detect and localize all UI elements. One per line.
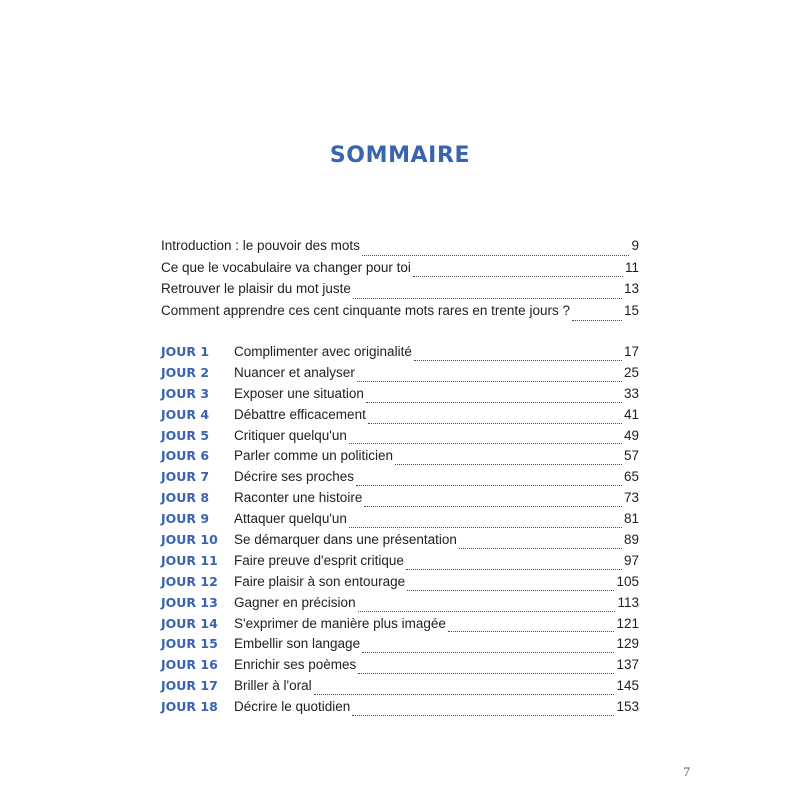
day-label: JOUR 11 [161, 552, 218, 568]
toc-entry-label: Complimenter avec originalité [234, 344, 412, 359]
toc-day-entry[interactable] [161, 386, 639, 407]
dot-leader [406, 569, 622, 570]
day-label: JOUR 4 [161, 406, 210, 422]
dot-leader [349, 527, 622, 528]
toc-entry-label: Attaquer quelqu'un [234, 511, 347, 527]
day-label: JOUR 10 [161, 532, 218, 548]
day-label: JOUR 6 [161, 448, 210, 464]
toc-entry-label: Critiquer quelqu'un [234, 427, 347, 443]
toc-day-entry[interactable] [161, 532, 639, 553]
toc-day-entry[interactable] [161, 511, 639, 532]
toc-day-entry[interactable] [161, 699, 639, 720]
day-label: JOUR 14 [161, 615, 218, 631]
toc-entry-page: 57 [623, 448, 639, 464]
day-label: JOUR 2 [161, 364, 210, 380]
toc-entry-label: Parler comme un politicien [234, 448, 394, 464]
dot-leader [362, 255, 630, 256]
day-label: JOUR 17 [161, 678, 218, 694]
toc-entry-page: 65 [623, 469, 639, 485]
toc-entry-page: 73 [623, 490, 639, 506]
page-title: SOMMAIRE [329, 143, 471, 168]
toc-day-entry[interactable] [161, 636, 639, 657]
toc-entry-label: Décrire ses proches [234, 469, 355, 485]
dot-leader [368, 423, 622, 424]
toc-entry-page: 11 [624, 259, 639, 275]
toc-entry-label: Embellir son langage [234, 636, 361, 652]
toc-day-entry[interactable] [161, 657, 639, 678]
toc-day-entry[interactable] [161, 553, 639, 574]
dot-leader [314, 694, 615, 695]
toc-entry-page: 105 [616, 573, 639, 589]
toc-entry-page: 153 [616, 699, 639, 715]
toc-entry-label: Faire plaisir à son entourage [234, 573, 406, 589]
toc-entry-label: Se démarquer dans une présentation [234, 532, 457, 548]
day-label: JOUR 9 [161, 511, 210, 527]
day-label: JOUR 1 [161, 344, 210, 359]
dot-leader [407, 590, 614, 591]
toc-day-entry[interactable] [161, 428, 639, 449]
day-label: JOUR 18 [161, 699, 218, 715]
toc-day-entry[interactable] [161, 469, 639, 490]
toc-entry-label: Décrire le quotidien [234, 699, 351, 715]
toc-entry-label: S'exprimer de manière plus imagée [234, 615, 446, 631]
toc-day-entry[interactable] [161, 448, 639, 469]
toc-entry-label: Retrouver le plaisir du mot juste [161, 281, 351, 297]
toc-entry-label: Raconter une histoire [234, 490, 363, 506]
dot-leader [358, 673, 614, 674]
toc-entry-page: 49 [623, 427, 639, 443]
toc-entry-page: 81 [623, 511, 639, 527]
toc-entry[interactable] [161, 281, 639, 303]
toc-entry[interactable] [161, 260, 639, 282]
toc-entry-label: Faire preuve d'esprit critique [234, 552, 404, 568]
toc-entry-page: 41 [623, 406, 639, 422]
dot-leader [349, 443, 622, 444]
day-label: JOUR 15 [161, 636, 218, 652]
toc-entry-page: 9 [631, 238, 639, 253]
intro-toc-list [161, 238, 639, 325]
toc-day-entry[interactable] [161, 365, 639, 386]
toc-day-entry[interactable] [161, 595, 639, 616]
day-label: JOUR 5 [161, 427, 210, 443]
toc-day-entry[interactable] [161, 490, 639, 511]
toc-day-entry[interactable] [161, 616, 639, 637]
toc-day-entry[interactable] [161, 678, 639, 699]
toc-entry-page: 145 [616, 678, 639, 694]
dot-leader [364, 506, 622, 507]
toc-entry-label: Enrichir ses poèmes [234, 657, 357, 673]
dot-leader [459, 548, 622, 549]
toc-day-entry[interactable] [161, 407, 639, 428]
dot-leader [395, 464, 622, 465]
page-number: 7 [683, 764, 690, 779]
toc-entry[interactable] [161, 238, 639, 260]
dot-leader [357, 381, 622, 382]
toc-entry-label: Briller à l'oral [234, 678, 312, 694]
toc-entry-page: 129 [616, 636, 639, 652]
toc-entry-label: Nuancer et analyser [234, 364, 355, 380]
day-label: JOUR 13 [161, 594, 218, 610]
day-label: JOUR 7 [161, 469, 210, 485]
toc-day-entry[interactable] [161, 344, 639, 365]
toc-day-entry[interactable] [161, 574, 639, 595]
day-label: JOUR 16 [161, 657, 218, 673]
dot-leader [362, 652, 614, 653]
dot-leader [356, 485, 622, 486]
toc-entry-page: 25 [623, 364, 639, 380]
toc-entry-page: 17 [623, 344, 639, 359]
dot-leader [353, 298, 622, 299]
toc-entry-label: Débattre efficacement [234, 406, 366, 422]
dot-leader [448, 631, 615, 632]
toc-entry-page: 33 [623, 385, 639, 401]
dot-leader [352, 715, 614, 716]
toc-entry-page: 89 [623, 532, 639, 548]
toc-entry-label: Gagner en précision [234, 594, 356, 610]
toc-entry-page: 15 [623, 303, 639, 319]
dot-leader [413, 276, 623, 277]
day-label: JOUR 8 [161, 490, 210, 506]
toc-entry-label: Introduction : le pouvoir des mots [161, 238, 360, 253]
dot-leader [572, 320, 622, 321]
toc-entry-page: 121 [616, 615, 639, 631]
day-label: JOUR 12 [161, 573, 218, 589]
toc-entry-page: 13 [623, 281, 639, 297]
toc-entry-page: 97 [623, 552, 639, 568]
dot-leader [366, 402, 622, 403]
toc-entry-label: Comment apprendre ces cent cinquante mots rares en trente jours ? [161, 303, 570, 319]
days-toc-list [161, 344, 639, 720]
toc-entry-page: 137 [616, 657, 639, 673]
toc-entry-label: Exposer une situation [234, 385, 364, 401]
toc-entry-page: 113 [617, 594, 639, 610]
day-label: JOUR 3 [161, 385, 210, 401]
toc-entry-label: Ce que le vocabulaire va changer pour toi [161, 259, 411, 275]
dot-leader [414, 360, 622, 361]
toc-entry[interactable] [161, 303, 639, 325]
dot-leader [358, 611, 616, 612]
